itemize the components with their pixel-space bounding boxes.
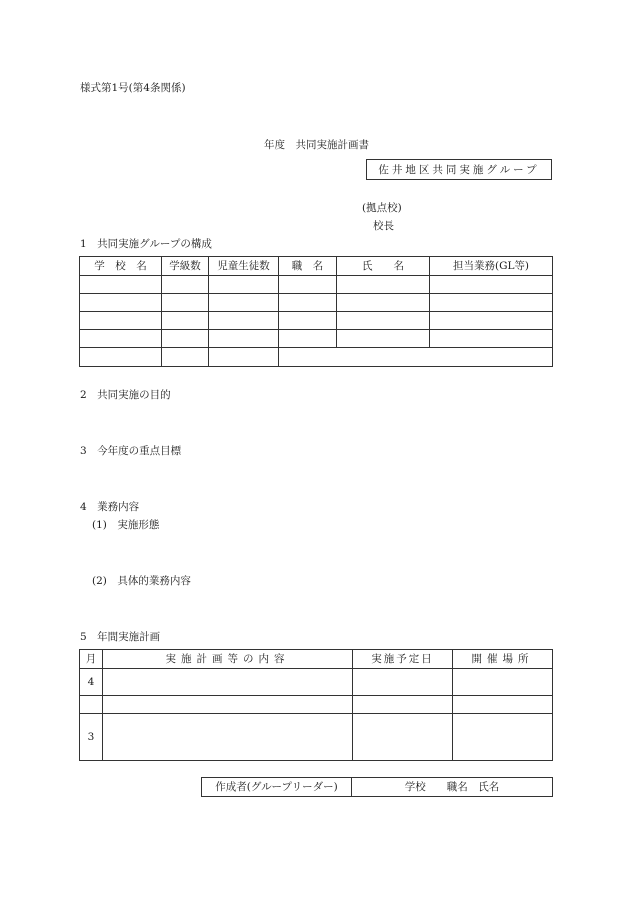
table-header-row	[80, 257, 553, 276]
header-job-title: 職 名	[279, 257, 337, 276]
header-plan-content: 実施計画等の内容	[103, 650, 353, 669]
group-name: 佐井地区共同実施グループ	[378, 164, 540, 176]
principal-label: 校長	[373, 220, 394, 232]
group-composition-table	[79, 256, 553, 367]
month-last: 3	[80, 714, 103, 761]
table-row	[80, 294, 553, 312]
annual-plan-table	[79, 649, 553, 761]
section-3-heading: 3 今年度の重点目標	[80, 445, 182, 457]
base-school-label: (拠点校)	[362, 202, 402, 214]
author-label: 作成者(グループリーダー)	[202, 778, 352, 797]
header-student-count: 児童生徒数	[209, 257, 279, 276]
section-1-heading: 1 共同実施グループの構成	[80, 238, 212, 250]
header-scheduled-date: 実施予定日	[353, 650, 453, 669]
author-fields: 学校 職名 氏名	[352, 778, 553, 797]
table-row	[80, 348, 553, 367]
header-venue: 開催場所	[453, 650, 553, 669]
header-class-count: 学級数	[162, 257, 209, 276]
table-row	[80, 714, 553, 761]
header-person-name: 氏 名	[337, 257, 430, 276]
section-5-heading: 5 年間実施計画	[80, 631, 161, 643]
section-4-heading: 4 業務内容	[80, 501, 140, 513]
header-month: 月	[80, 650, 103, 669]
table-row	[80, 669, 553, 696]
document-title: 年度 共同実施計画書	[264, 139, 369, 151]
group-name-box	[366, 159, 552, 180]
table-row	[80, 330, 553, 348]
table-row	[80, 312, 553, 330]
section-4-2-heading: (2) 具体的業務内容	[92, 575, 191, 587]
section-2-heading: 2 共同実施の目的	[80, 389, 171, 401]
table-header-row	[80, 650, 553, 669]
table-row	[80, 696, 553, 714]
month-first: 4	[80, 669, 103, 696]
header-school-name: 学 校 名	[80, 257, 162, 276]
form-label: 様式第1号(第4条関係)	[80, 82, 186, 94]
table-row	[80, 276, 553, 294]
author-table	[201, 777, 553, 797]
section-4-1-heading: (1) 実施形態	[92, 519, 160, 531]
header-duties: 担当業務(GL等)	[430, 257, 553, 276]
